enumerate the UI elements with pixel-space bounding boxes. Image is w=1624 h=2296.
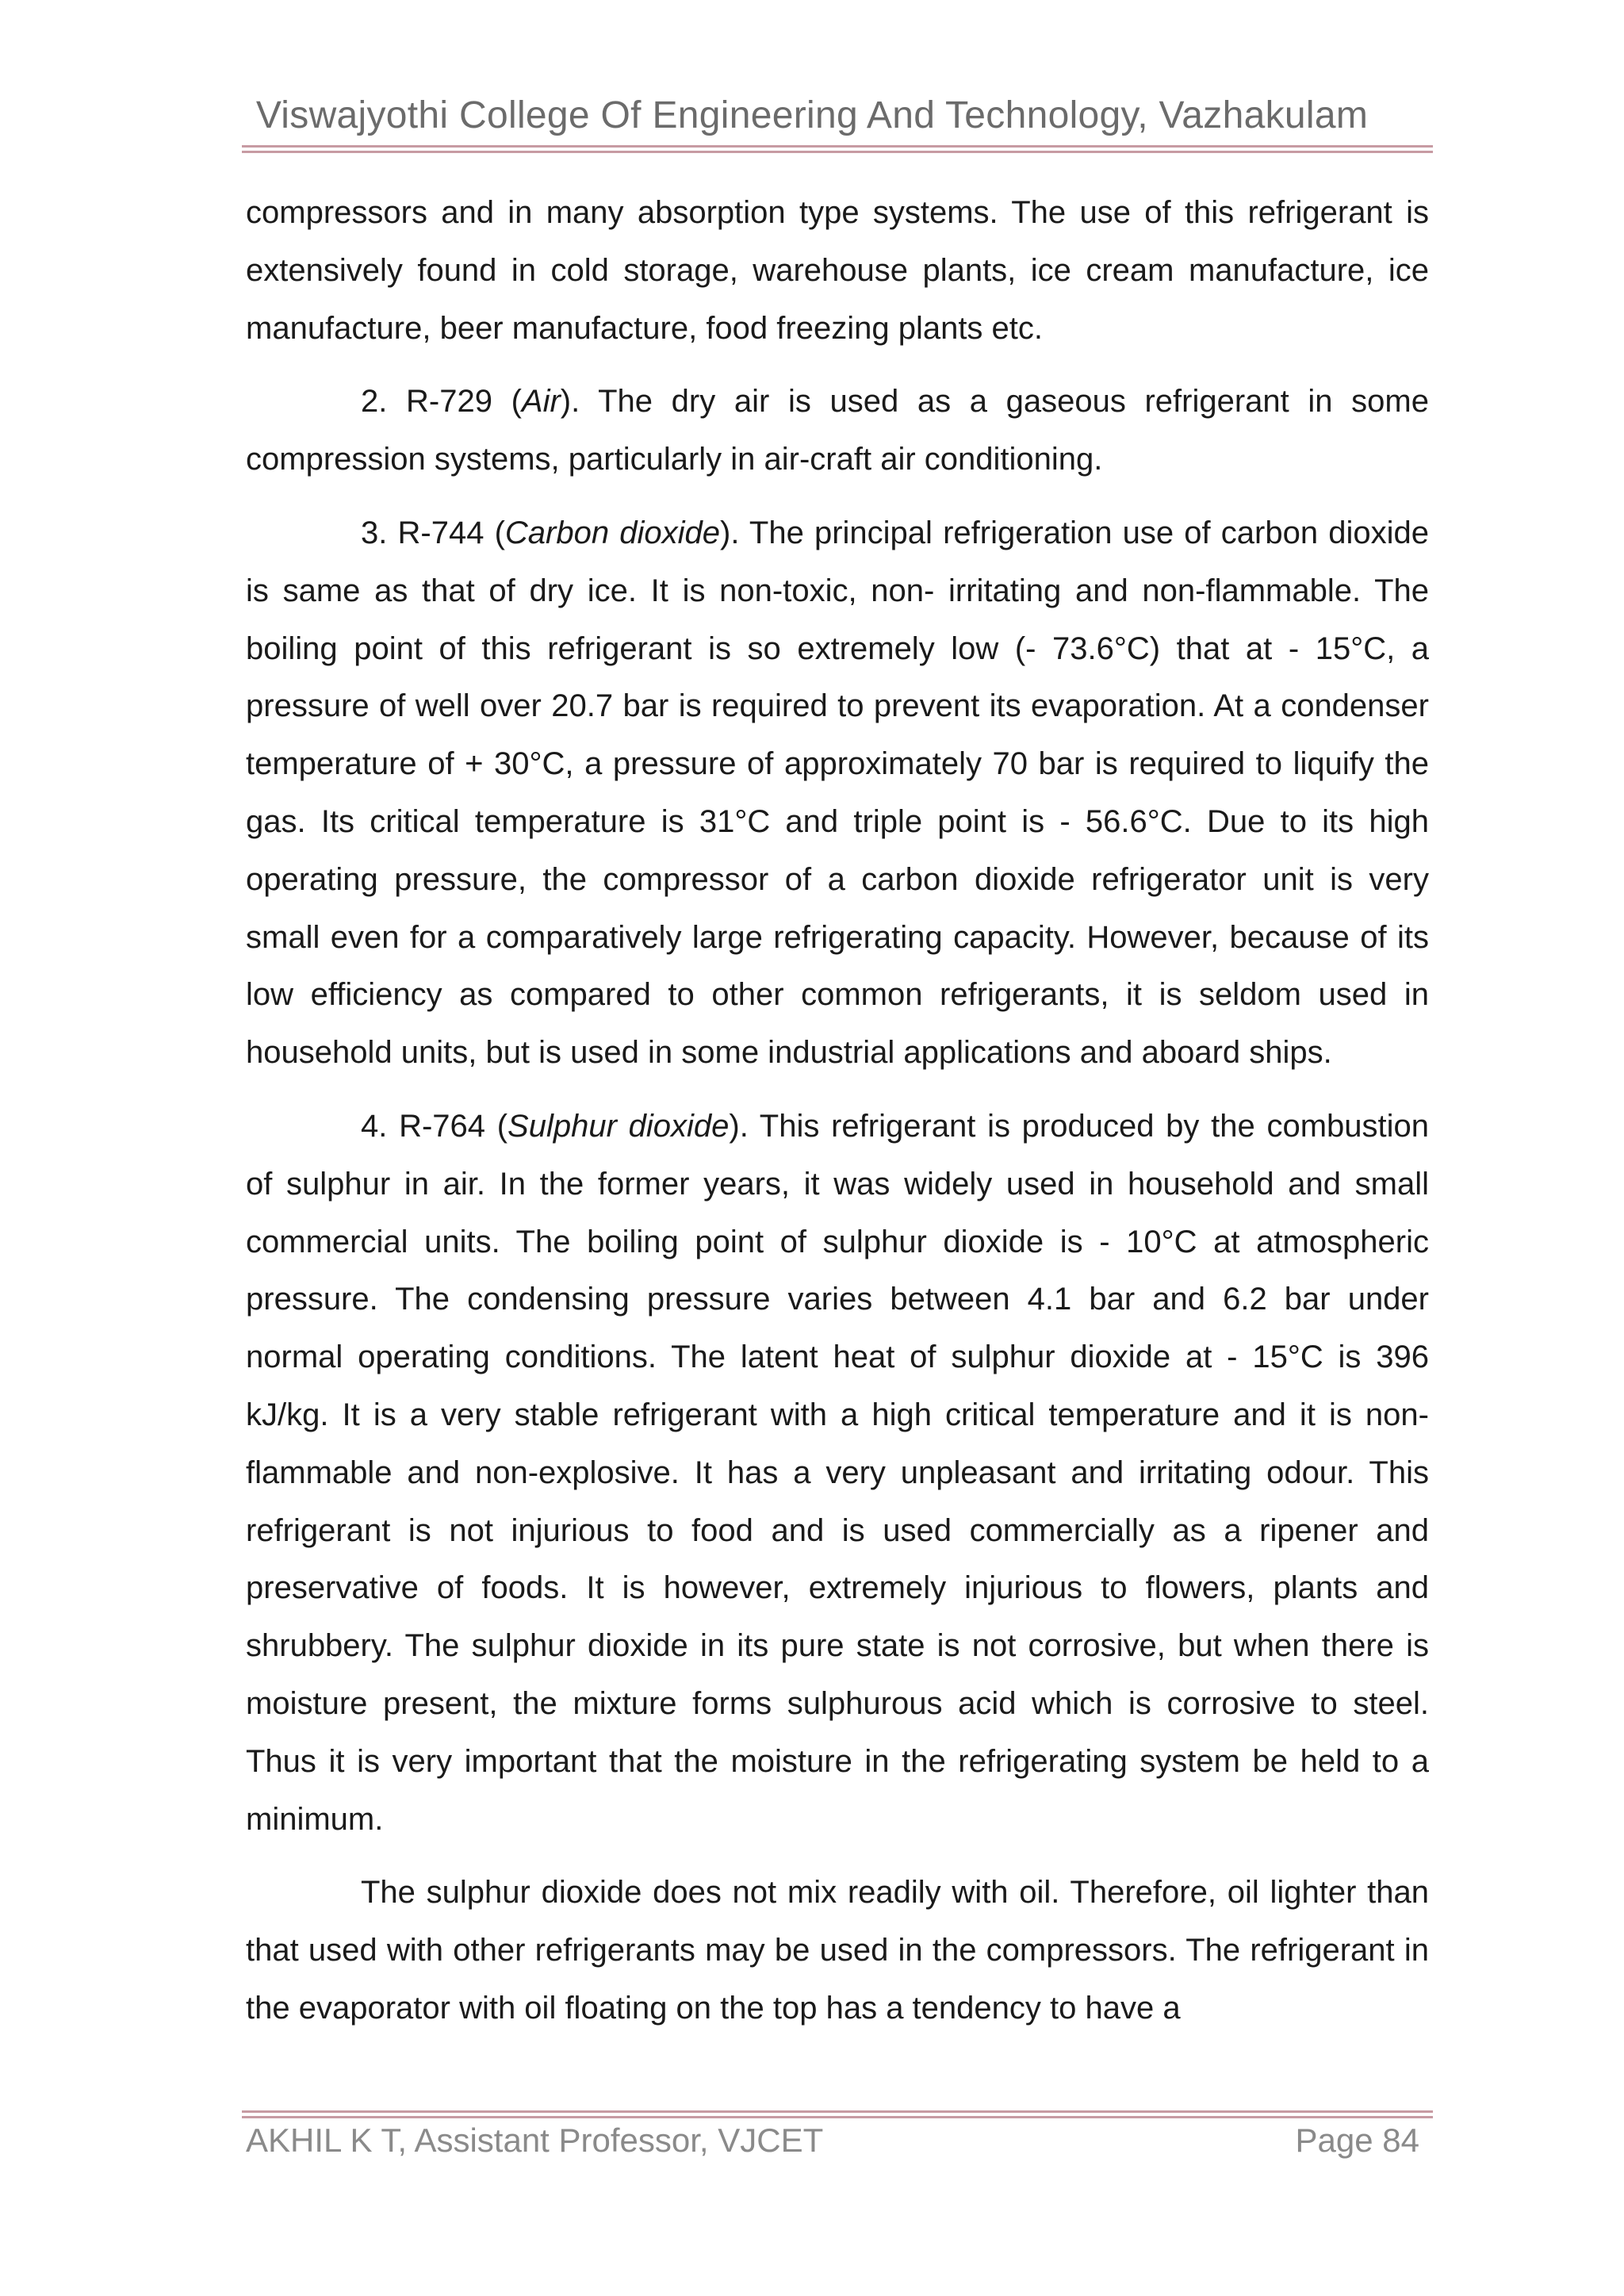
header-divider [242,145,1433,153]
paragraph-oil: The sulphur dioxide does not mix readily with oil. Therefore, oil lighter than that used with other refrigerants may be used in the compressors. The refrigerant in the evaporator with oil floating on the top has a tendency to have a [246,1875,1429,2026]
document-body [246,184,1429,2053]
paragraph-r764 [246,1098,1429,1848]
page-header-title: Viswajyothi College Of Engineering And Technology, Vazhakulam [255,94,1369,136]
item-term: Air [521,384,561,420]
item-text: ). This refrigerant is produced by the combustion of sulphur in air. In the former years, it was widely used in household and small commercial units. The boiling point of sulphur dioxide is - 10°C at atmospheric pressure. The condensing pressure varies between 4.1 bar and 6.2 bar under normal operating conditions. The latent heat of sulphur dioxide at - 15°C is 396 kJ/kg. It is a very stable refrigerant with a high critical temperature and it is non-flammable and non-explosive. It has a very unpleasant and irritating odour. This refrigerant is not injurious to food and is used commercially as a ripener and preservative of foods. It is however, extremely injurious to flowers, plants and shrubbery. The sulphur dioxide in its pure state is not corrosive, but when there is moisture present, the mixture forms sulphurous acid which is corrosive to steel. Thus it is very important that the moisture in the refrigerating system be held to a minimum. [246,1108,1429,1837]
item-lead: 3. R-744 ( [361,515,505,550]
paragraph-continuation: compressors and in many absorption type systems. The use of this refrigerant is extensively found in cold storage, warehouse plants, ice cream manufacture, ice manufacture, beer manufacture, food freezing plants etc. [246,195,1429,346]
paragraph-r744 [246,504,1429,1082]
item-lead: 4. R-764 ( [361,1108,508,1144]
footer-divider [242,2110,1433,2118]
item-text: ). The dry air is used as a gaseous refrigerant in some compression systems, particularly in air-craft air conditioning. [246,384,1429,477]
item-term: Sulphur dioxide [508,1108,730,1144]
paragraph-r729 [246,373,1429,489]
footer-author: AKHIL K T, Assistant Professor, VJCET [246,2122,824,2159]
item-term: Carbon dioxide [504,515,721,550]
item-lead: 2. R-729 ( [361,384,522,420]
item-text: ). The principal refrigeration use of carbon dioxide is same as that of dry ice. It is non-toxic, non- irritating and non-flammable. The boiling point of this refrigerant is so extremely low (- 73.6°C) that at - 15°C, a pressure of well over 20.7 bar is required to prevent its evaporation. At a condenser temperature of + 30°C, a pressure of approximately 70 bar is required to liquify the gas. Its critical temperature is 31°C and triple point is - 56.6°C. Due to its high operating pressure, the compressor of a carbon dioxide refrigerator unit is very small even for a comparatively large refrigerating capacity. However, because of its low efficiency as compared to other common refrigerants, it is seldom used in household units, but is used in some industrial applications and aboard ships. [246,515,1430,1071]
footer-page-number: Page 84 [1295,2122,1419,2159]
